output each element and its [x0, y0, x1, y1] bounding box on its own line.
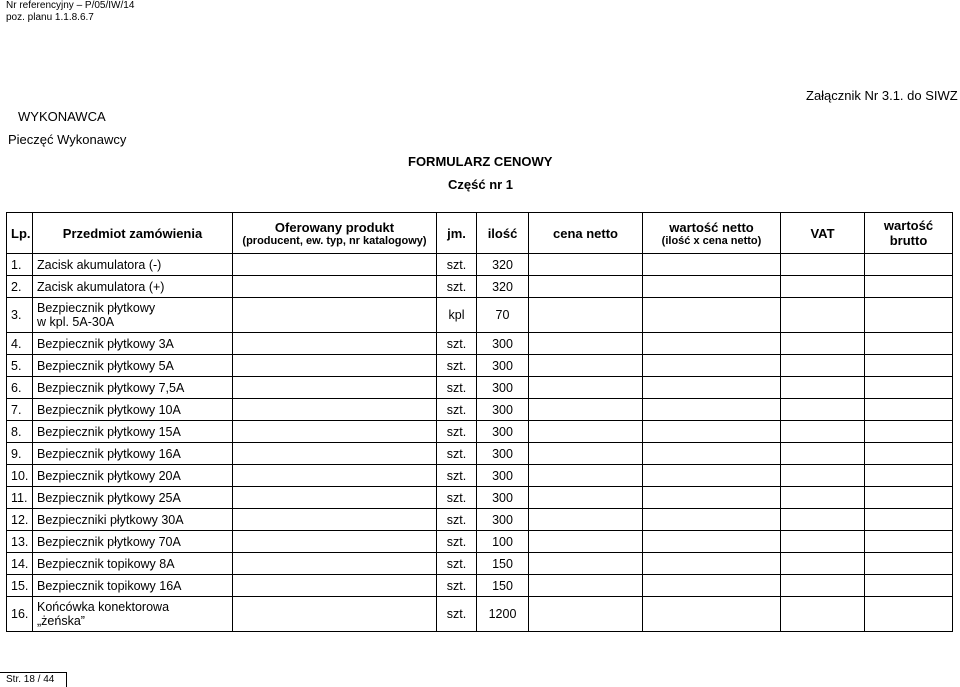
row-net-price[interactable] — [529, 487, 643, 509]
row-offered-product[interactable] — [233, 597, 437, 632]
row-item: Bezpiecznik płytkowy 3A — [33, 333, 233, 355]
row-lp: 1. — [7, 254, 33, 276]
row-item: Zacisk akumulatora (-) — [33, 254, 233, 276]
row-net-value[interactable] — [643, 509, 781, 531]
row-qty: 300 — [477, 355, 529, 377]
table-row — [7, 355, 953, 377]
row-qty: 300 — [477, 465, 529, 487]
col-lp: Lp. — [7, 213, 33, 254]
row-item: Bezpieczniki płytkowy 30A — [33, 509, 233, 531]
row-net-value[interactable] — [643, 465, 781, 487]
row-lp: 12. — [7, 509, 33, 531]
row-gross-value[interactable] — [865, 399, 953, 421]
row-unit: szt. — [437, 487, 477, 509]
row-item-line2: „żeńska” — [37, 614, 85, 628]
row-lp: 5. — [7, 355, 33, 377]
row-qty: 150 — [477, 553, 529, 575]
row-unit: szt. — [437, 509, 477, 531]
form-title: FORMULARZ CENOWY — [408, 154, 553, 169]
row-lp: 2. — [7, 276, 33, 298]
row-vat[interactable] — [781, 575, 865, 597]
row-unit: szt. — [437, 531, 477, 553]
row-net-price[interactable] — [529, 421, 643, 443]
row-gross-value[interactable] — [865, 377, 953, 399]
row-net-price[interactable] — [529, 377, 643, 399]
table-row — [7, 421, 953, 443]
table-row — [7, 509, 953, 531]
col-net-value-sub: (ilość x cena netto) — [661, 234, 762, 247]
col-offered-product-sub: (producent, ew. typ, nr katalogowy) — [242, 234, 427, 247]
row-item-line1: Bezpiecznik płytkowy — [37, 301, 156, 315]
table-row — [7, 333, 953, 355]
row-net-value[interactable] — [643, 421, 781, 443]
row-unit: kpl — [437, 298, 477, 333]
table-row — [7, 553, 953, 575]
row-gross-value[interactable] — [865, 421, 953, 443]
table-row — [7, 443, 953, 465]
price-table — [6, 212, 953, 632]
col-offered-product-label: Oferowany produkt — [274, 219, 395, 235]
row-unit: szt. — [437, 355, 477, 377]
table-row — [7, 575, 953, 597]
row-offered-product[interactable] — [233, 575, 437, 597]
row-offered-product[interactable] — [233, 276, 437, 298]
row-vat[interactable] — [781, 421, 865, 443]
row-qty: 300 — [477, 399, 529, 421]
row-lp: 11. — [7, 487, 33, 509]
row-offered-product[interactable] — [233, 443, 437, 465]
row-item: Bezpiecznik płytkowy 16A — [33, 443, 233, 465]
table-row — [7, 465, 953, 487]
row-net-value[interactable] — [643, 443, 781, 465]
col-unit: jm. — [437, 213, 477, 254]
contractor-label: WYKONAWCA — [18, 109, 106, 124]
row-net-price[interactable] — [529, 553, 643, 575]
row-item: Bezpiecznik topikowy 16A — [33, 575, 233, 597]
row-gross-value[interactable] — [865, 254, 953, 276]
row-offered-product[interactable] — [233, 254, 437, 276]
row-vat[interactable] — [781, 597, 865, 632]
row-net-price[interactable] — [529, 443, 643, 465]
row-qty: 300 — [477, 333, 529, 355]
row-vat[interactable] — [781, 254, 865, 276]
row-vat[interactable] — [781, 509, 865, 531]
row-unit: szt. — [437, 443, 477, 465]
col-gross-value: wartość brutto — [865, 213, 953, 254]
row-qty: 300 — [477, 487, 529, 509]
row-lp: 16. — [7, 597, 33, 632]
row-item: Bezpiecznik płytkowy 10A — [33, 399, 233, 421]
row-gross-value[interactable] — [865, 509, 953, 531]
row-vat[interactable] — [781, 553, 865, 575]
col-offered-product — [233, 213, 437, 254]
table-row — [7, 487, 953, 509]
row-lp: 4. — [7, 333, 33, 355]
row-qty: 300 — [477, 509, 529, 531]
row-gross-value[interactable] — [865, 597, 953, 632]
row-offered-product[interactable] — [233, 333, 437, 355]
row-net-price[interactable] — [529, 333, 643, 355]
row-net-price[interactable] — [529, 597, 643, 632]
row-offered-product[interactable] — [233, 377, 437, 399]
row-gross-value[interactable] — [865, 298, 953, 333]
row-item: Bezpiecznik płytkowy 70A — [33, 531, 233, 553]
row-net-price[interactable] — [529, 465, 643, 487]
row-gross-value[interactable] — [865, 575, 953, 597]
row-vat[interactable] — [781, 276, 865, 298]
row-item: Bezpiecznik płytkowy 25A — [33, 487, 233, 509]
row-net-value[interactable] — [643, 333, 781, 355]
row-net-price[interactable] — [529, 298, 643, 333]
form-part: Część nr 1 — [448, 177, 514, 192]
row-vat[interactable] — [781, 399, 865, 421]
table-row — [7, 254, 953, 276]
row-gross-value[interactable] — [865, 487, 953, 509]
row-qty: 320 — [477, 276, 529, 298]
table-row — [7, 298, 953, 333]
row-lp: 10. — [7, 465, 33, 487]
row-lp: 7. — [7, 399, 33, 421]
row-net-price[interactable] — [529, 399, 643, 421]
row-net-value[interactable] — [643, 531, 781, 553]
row-gross-value[interactable] — [865, 531, 953, 553]
col-vat: VAT — [781, 213, 865, 254]
row-offered-product[interactable] — [233, 355, 437, 377]
row-net-price[interactable] — [529, 276, 643, 298]
col-net-value — [643, 213, 781, 254]
row-gross-value[interactable] — [865, 276, 953, 298]
col-net-value-label: wartość netto — [669, 219, 754, 235]
row-unit: szt. — [437, 597, 477, 632]
table-header-row — [7, 213, 953, 254]
row-qty: 1200 — [477, 597, 529, 632]
row-offered-product[interactable] — [233, 465, 437, 487]
row-net-value[interactable] — [643, 487, 781, 509]
row-net-price[interactable] — [529, 355, 643, 377]
row-unit: szt. — [437, 276, 477, 298]
row-offered-product[interactable] — [233, 553, 437, 575]
row-net-value[interactable] — [643, 399, 781, 421]
row-item: Bezpiecznik płytkowy 5A — [33, 355, 233, 377]
row-qty: 100 — [477, 531, 529, 553]
row-unit: szt. — [437, 399, 477, 421]
row-item: Bezpiecznik płytkowy 7,5A — [33, 377, 233, 399]
row-gross-value[interactable] — [865, 355, 953, 377]
row-vat[interactable] — [781, 333, 865, 355]
row-unit: szt. — [437, 377, 477, 399]
row-gross-value[interactable] — [865, 443, 953, 465]
row-gross-value[interactable] — [865, 553, 953, 575]
plan-position: poz. planu 1.1.8.6.7 — [6, 12, 94, 23]
row-qty: 300 — [477, 377, 529, 399]
row-offered-product[interactable] — [233, 399, 437, 421]
row-net-value[interactable] — [643, 553, 781, 575]
row-offered-product[interactable] — [233, 531, 437, 553]
row-net-value[interactable] — [643, 597, 781, 632]
row-lp: 3. — [7, 298, 33, 333]
row-net-price[interactable] — [529, 575, 643, 597]
row-offered-product[interactable] — [233, 487, 437, 509]
row-lp: 15. — [7, 575, 33, 597]
row-net-value[interactable] — [643, 355, 781, 377]
row-unit: szt. — [437, 254, 477, 276]
row-gross-value[interactable] — [865, 465, 953, 487]
row-net-value[interactable] — [643, 575, 781, 597]
row-item-line1: Końcówka konektorowa — [37, 600, 170, 614]
col-net-price: cena netto — [529, 213, 643, 254]
row-vat[interactable] — [781, 465, 865, 487]
page-number: Str. 18 / 44 — [6, 674, 55, 685]
row-net-value[interactable] — [643, 298, 781, 333]
row-vat[interactable] — [781, 355, 865, 377]
col-subject: Przedmiot zamówienia — [33, 213, 233, 254]
row-item-line2: w kpl. 5A-30A — [37, 315, 115, 329]
table-row — [7, 597, 953, 632]
row-lp: 6. — [7, 377, 33, 399]
table-row — [7, 531, 953, 553]
row-net-value[interactable] — [643, 377, 781, 399]
row-unit: szt. — [437, 575, 477, 597]
row-vat[interactable] — [781, 377, 865, 399]
row-item — [33, 298, 233, 333]
row-unit: szt. — [437, 333, 477, 355]
row-vat[interactable] — [781, 298, 865, 333]
row-vat[interactable] — [781, 443, 865, 465]
row-qty: 300 — [477, 421, 529, 443]
row-unit: szt. — [437, 553, 477, 575]
col-qty: ilość — [477, 213, 529, 254]
row-item — [33, 597, 233, 632]
reference-number: Nr referencyjny – P/05/IW/14 — [6, 0, 135, 11]
row-offered-product[interactable] — [233, 509, 437, 531]
row-gross-value[interactable] — [865, 333, 953, 355]
table-row — [7, 276, 953, 298]
table-row — [7, 377, 953, 399]
row-offered-product[interactable] — [233, 421, 437, 443]
row-lp: 8. — [7, 421, 33, 443]
row-unit: szt. — [437, 421, 477, 443]
row-offered-product[interactable] — [233, 298, 437, 333]
row-net-value[interactable] — [643, 276, 781, 298]
row-qty: 150 — [477, 575, 529, 597]
row-net-price[interactable] — [529, 254, 643, 276]
row-lp: 9. — [7, 443, 33, 465]
row-lp: 14. — [7, 553, 33, 575]
row-item: Bezpiecznik płytkowy 20A — [33, 465, 233, 487]
row-unit: szt. — [437, 465, 477, 487]
row-lp: 13. — [7, 531, 33, 553]
row-net-price[interactable] — [529, 509, 643, 531]
row-qty: 320 — [477, 254, 529, 276]
row-item: Zacisk akumulatora (+) — [33, 276, 233, 298]
row-item: Bezpiecznik topikowy 8A — [33, 553, 233, 575]
row-net-price[interactable] — [529, 531, 643, 553]
row-vat[interactable] — [781, 531, 865, 553]
contractor-stamp-label: Pieczęć Wykonawcy — [8, 132, 127, 147]
row-vat[interactable] — [781, 487, 865, 509]
attachment-label: Załącznik Nr 3.1. do SIWZ — [806, 88, 958, 103]
row-item: Bezpiecznik płytkowy 15A — [33, 421, 233, 443]
row-qty: 300 — [477, 443, 529, 465]
table-row — [7, 399, 953, 421]
row-qty: 70 — [477, 298, 529, 333]
row-net-value[interactable] — [643, 254, 781, 276]
